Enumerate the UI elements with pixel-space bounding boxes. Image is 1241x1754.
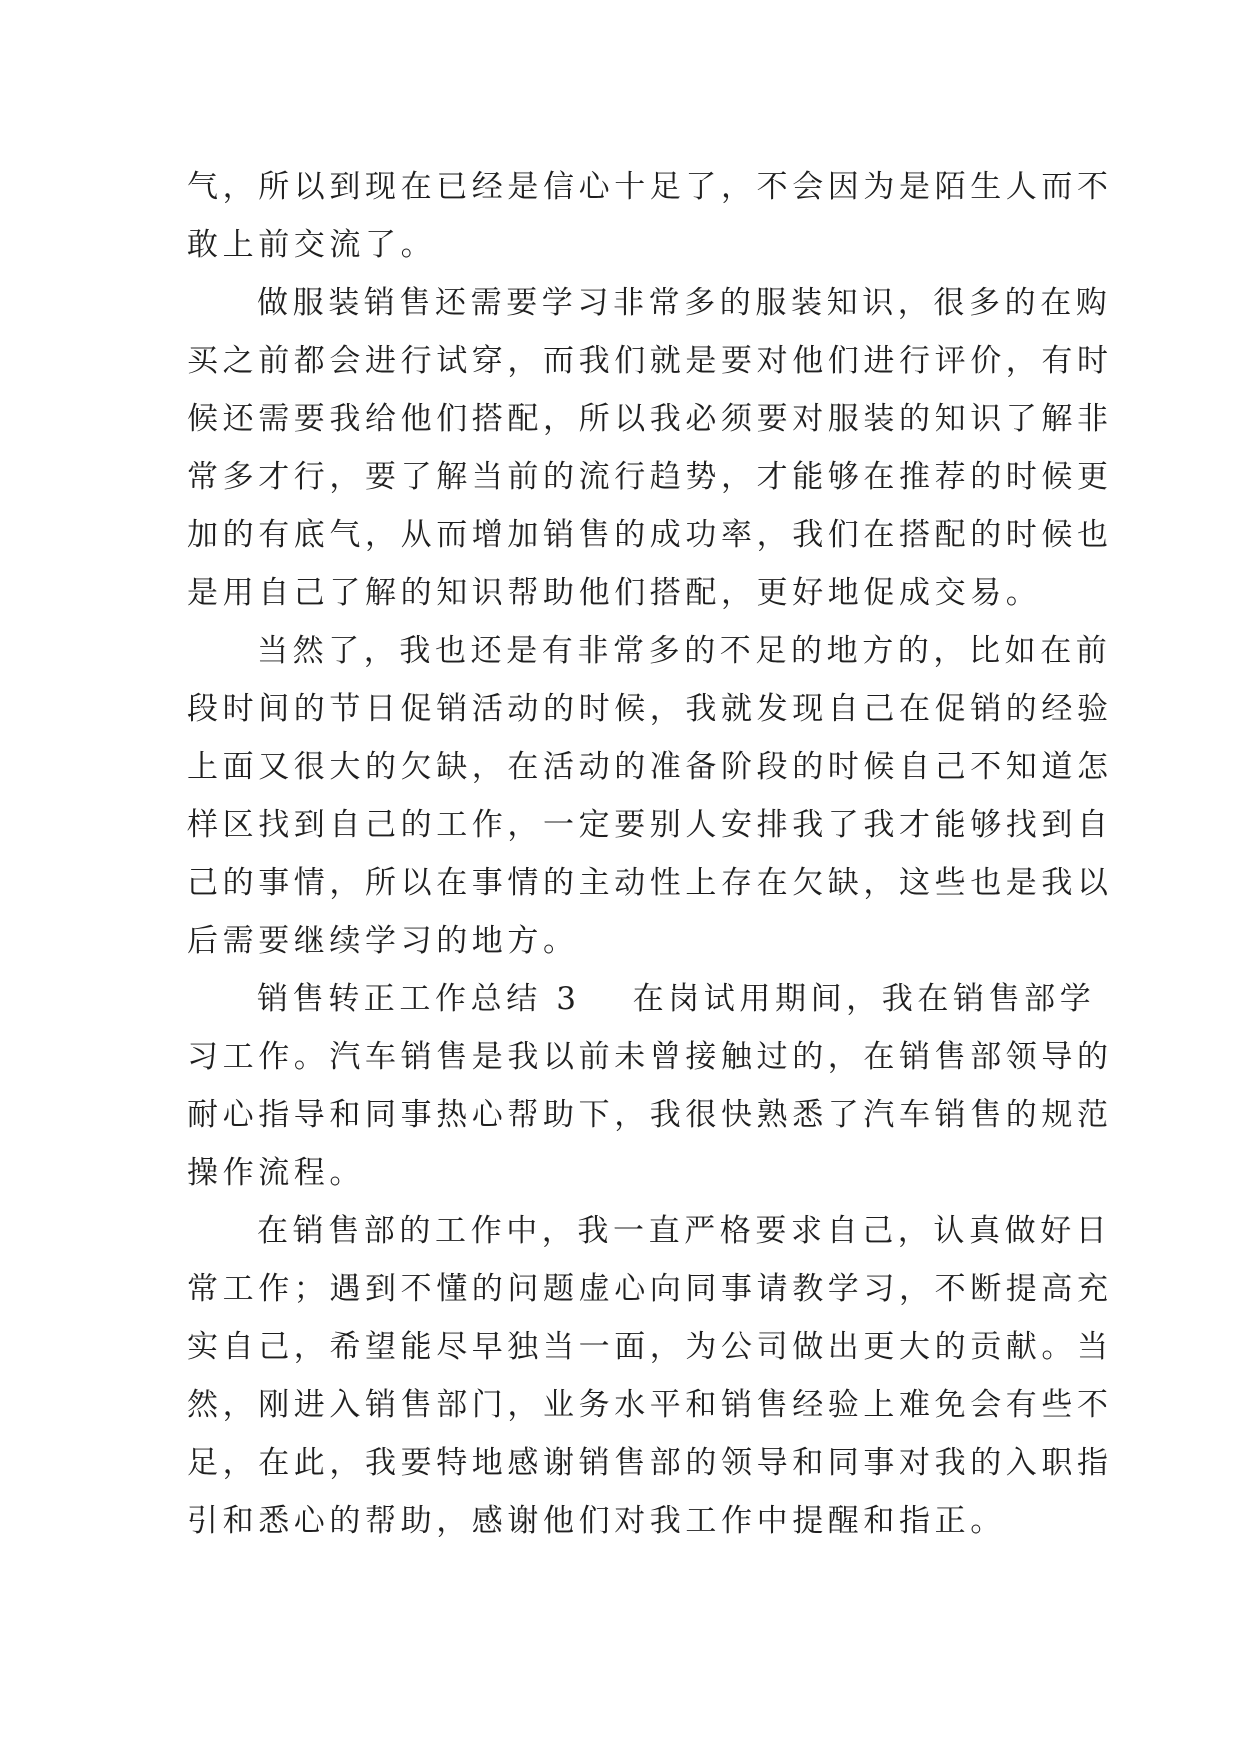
text-line: 段时间的节日促销活动的时候，我就发现自己在促销的经验: [187, 691, 1113, 727]
text-line: 实自己，希望能尽早独当一面，为公司做出更大的贡献。当: [187, 1329, 1113, 1365]
document-body: [187, 158, 1113, 1550]
text-line: 常工作；遇到不懂的问题虚心向同事请教学习，不断提高充: [187, 1271, 1113, 1307]
text-line: 己的事情，所以在事情的主动性上存在欠缺，这些也是我以: [187, 865, 1113, 901]
text-line: [187, 970, 1096, 1028]
text-line: 然，刚进入销售部门，业务水平和销售经验上难免会有些不: [187, 1387, 1113, 1423]
text-line: 耐心指导和同事热心帮助下，我很快熟悉了汽车销售的规范: [187, 1097, 1113, 1133]
text-line: 习工作。汽车销售是我以前未曾接触过的，在销售部领导的: [187, 1039, 1113, 1075]
text-line: 样区找到自己的工作，一定要别人安排我了我才能够找到自: [187, 807, 1113, 843]
text-line: 是用自己了解的知识帮助他们搭配，更好地促成交易。: [187, 575, 1042, 611]
text-line: 上面又很大的欠缺，在活动的准备阶段的时候自己不知道怎: [187, 749, 1113, 785]
paragraph-4-start: 在岗试用期间，我在销售部学: [632, 981, 1096, 1017]
text-line: 气，所以到现在已经是信心十足了，不会因为是陌生人而不: [187, 169, 1113, 205]
text-line: 引和悉心的帮助，感谢他们对我工作中提醒和指正。: [187, 1503, 1006, 1539]
text-line: 常多才行，要了解当前的流行趋势，才能够在推荐的时候更: [187, 459, 1113, 495]
text-line: 做服装销售还需要学习非常多的服装知识，很多的在购: [257, 285, 1112, 321]
text-line: 候还需要我给他们搭配，所以我必须要对服装的知识了解非: [187, 401, 1113, 437]
text-line: 买之前都会进行试穿，而我们就是要对他们进行评价，有时: [187, 343, 1113, 379]
text-line: 敢上前交流了。: [187, 227, 437, 263]
paragraph-3: [187, 622, 1113, 970]
text-line: 在销售部的工作中，我一直严格要求自己，认真做好日: [257, 1213, 1112, 1249]
text-line: 当然了，我也还是有非常多的不足的地方的，比如在前: [257, 633, 1112, 669]
text-line: 加的有底气，从而增加销售的成功率，我们在搭配的时候也: [187, 517, 1113, 553]
paragraph-5: [187, 1202, 1113, 1550]
text-line: 足，在此，我要特地感谢销售部的领导和同事对我的入职指: [187, 1445, 1113, 1481]
paragraph-2: [187, 274, 1113, 622]
paragraph-4: [187, 970, 1113, 1202]
section-heading: 销售转正工作总结 3: [257, 981, 581, 1017]
paragraph-1: [187, 158, 1113, 274]
text-line: 操作流程。: [187, 1155, 365, 1191]
text-line: 后需要继续学习的地方。: [187, 923, 579, 959]
